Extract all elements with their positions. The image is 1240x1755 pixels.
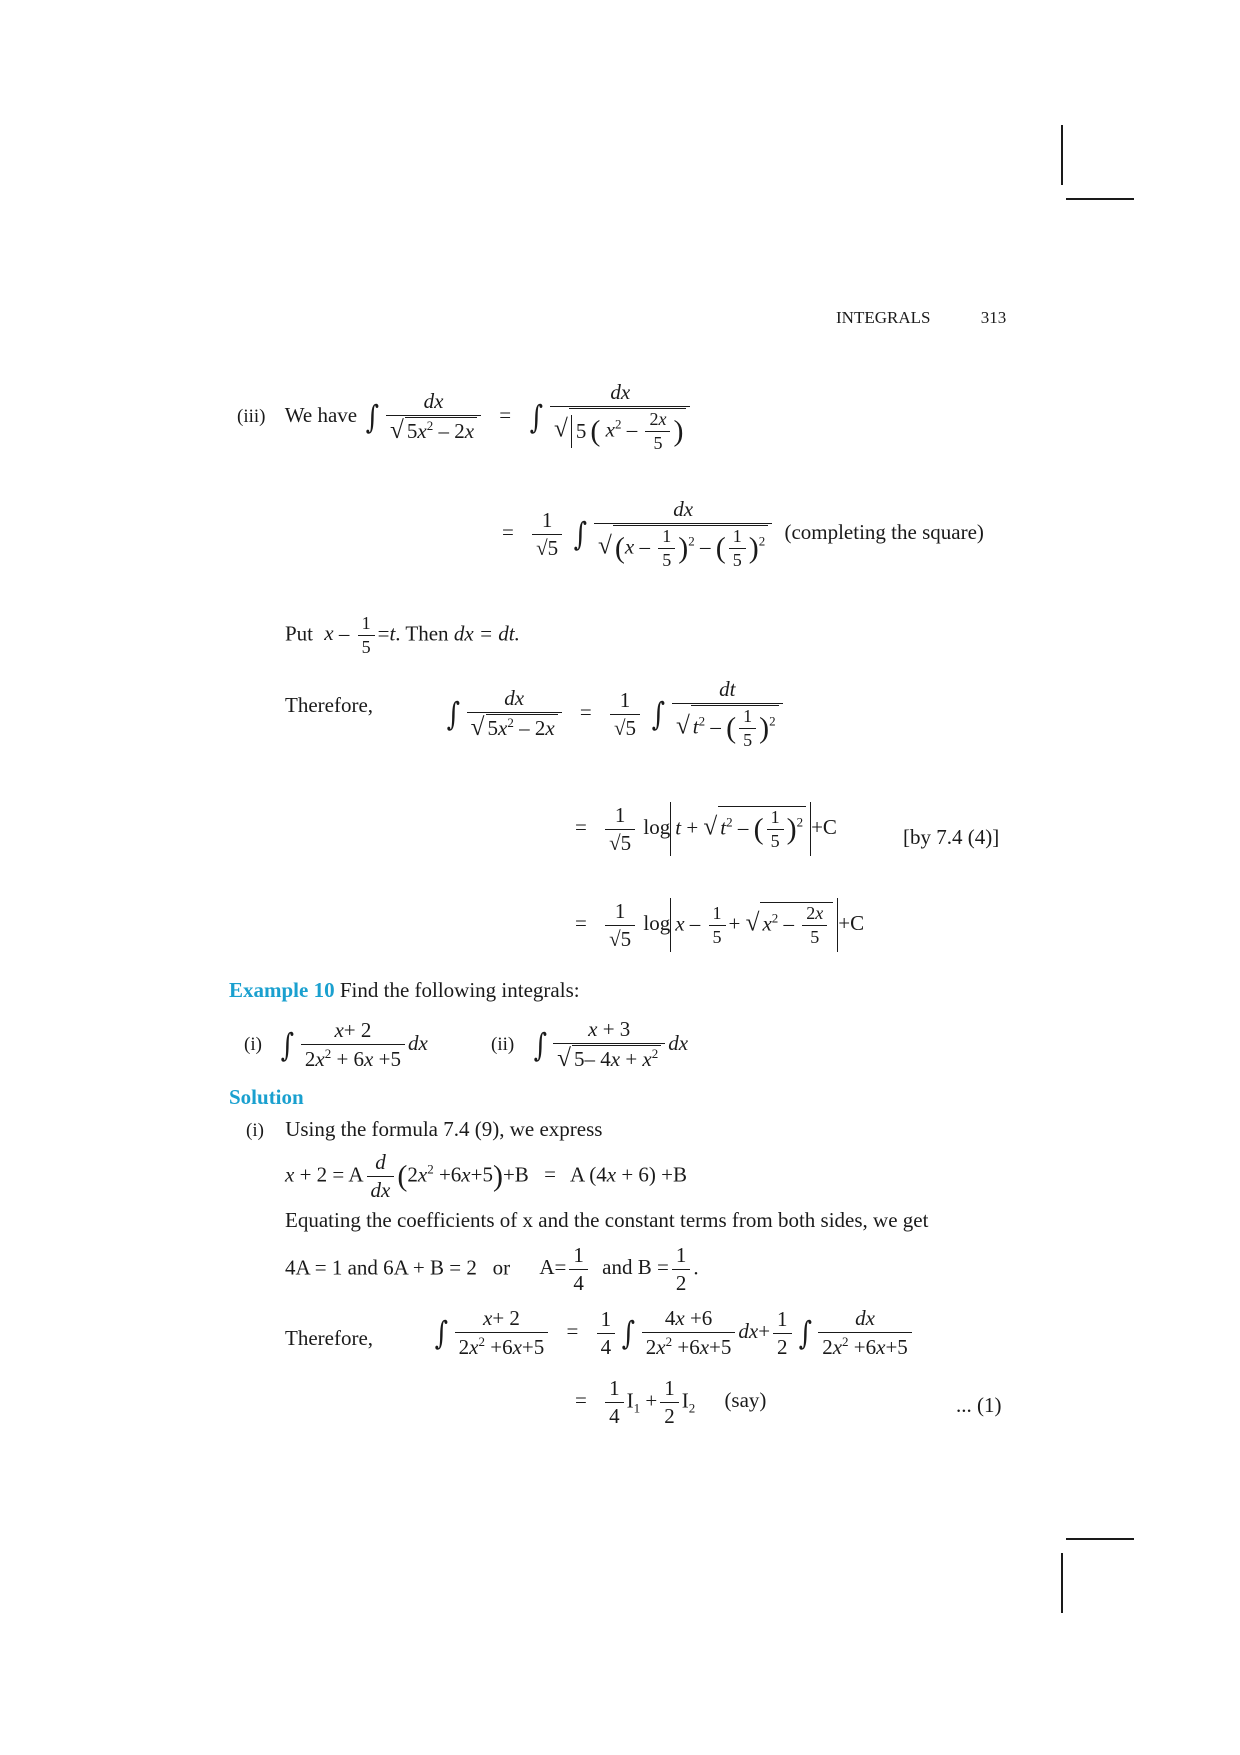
- equation-fraction: $\frac{1}{2}$: [672, 1243, 691, 1296]
- completing-note: (completing the square): [784, 519, 984, 544]
- example-label: Example 10: [229, 978, 335, 1002]
- split-result-line: = $\frac{1}{4}$ $I_1$ + $\frac{1}{2}$ $I_2$ (say): [575, 1376, 767, 1428]
- solution-line-1: [246, 1117, 602, 1142]
- equation-fraction: $\frac{1}{√5}$: [532, 508, 562, 561]
- put-text: Put: [285, 621, 314, 646]
- then-text: . Then: [395, 621, 449, 646]
- equation-fraction: $\frac{1}{4}$: [569, 1243, 588, 1296]
- example-integrals: (i) ∫ $\frac{x+ 2}{2x^2 + 6x +5}$ dx (ii) ∫ $\frac{x + 3}{√ 5- 4x + x^2}$ dx: [244, 1017, 689, 1072]
- integral-sign: ∫: [533, 1026, 547, 1064]
- express-equation: x + 2 = A $\frac{d}{dx}$ $(2x^2 +6x+5)+B = A$ (4x + 6) +B: [285, 1150, 688, 1202]
- therefore-equation-1: ∫ $\frac{dx}{√ 5x^2 - 2x}$ = $\frac{1}{√5}$ ∫ dt √ $t^2$ – ( $\frac{1}{5}$ )$^2$: [443, 677, 786, 751]
- equation-fraction: $\frac{1}{4}$: [605, 1376, 624, 1429]
- example-sub-ii: (ii): [491, 1033, 515, 1055]
- equation-fraction: $\frac{dx}{√ 5x^2 - 2x}$: [467, 686, 562, 742]
- equation-fraction: dx √ (x – $\frac{1}{5}$ )$^2$ – ( $\frac{1}{5}$ )$^2$: [594, 497, 772, 571]
- coefficient-line: 4A = 1 and 6A + B = 2 or A= $\frac{1}{4}$ and B = $\frac{1}{2}$ .: [285, 1243, 699, 1295]
- reference-note: [by 7.4 (4)]: [903, 825, 1000, 849]
- crop-mark-top-vertical: [1061, 125, 1063, 185]
- equation-fraction: $\frac{1}{2}$: [773, 1307, 792, 1360]
- equation-fraction: $\frac{1}{2}$: [660, 1376, 679, 1429]
- solution-item-label: (i): [246, 1120, 264, 1141]
- integral-sign: ∫: [366, 398, 380, 436]
- crop-mark-top-horizontal: [1066, 198, 1134, 200]
- completing-square-line: = $\frac{1}{√5}$ ∫ dx √ (x – $\frac{1}{5}$ )$^2$ – ( $\frac{1}{5}$ )$^2$ (completing the square): [502, 497, 984, 570]
- part-iii-line-1: (iii) We have ∫ $\frac{dx}{√ 5x^2 - 2x}$ = ∫ dx √ 5 ( $x^2$ – $\frac{2x}{5}$ ): [237, 380, 693, 454]
- running-header: [836, 308, 1006, 328]
- example-text: Find the following integrals:: [339, 978, 580, 1002]
- part-iii-lead: We have: [284, 402, 358, 427]
- equation-fraction: $\frac{x + 3}{√ 5- 4x + x^2}$: [553, 1017, 665, 1073]
- integral-sign: ∫: [434, 1314, 449, 1352]
- equation-fraction: $\frac{dx}{√ 5x^2 - 2x}$: [386, 389, 481, 445]
- say-text: (say): [724, 1388, 767, 1413]
- absolute-value: x – $\frac{1}{5}$ + √ $x^2$ – $\frac{2x}{5}$: [670, 898, 838, 952]
- integral-sign: ∫: [621, 1314, 636, 1352]
- log-line-1: = $\frac{1}{√5}$ log t + √ $t^2$ – ( $\frac{1}{5}$ )$^2$ +C: [575, 802, 837, 855]
- equation-fraction: $\frac{d}{dx}$: [367, 1150, 395, 1203]
- integral-sign: ∫: [280, 1026, 295, 1064]
- solution-heading: Solution: [229, 1085, 304, 1109]
- equation-fraction: $\frac{1}{5}$: [358, 613, 375, 658]
- example-sub-i: (i): [244, 1033, 262, 1055]
- coefficient-text: 4A = 1 and 6A + B = 2 or: [285, 1255, 511, 1280]
- equation-fraction: $\frac{1}{√5}$: [610, 688, 640, 741]
- equating-text: Equating the coefficients of x and the constant terms from both sides, we get: [285, 1208, 929, 1232]
- substitution-line: Put x – $\frac{1}{5}$ =t. Then dx = dt.: [285, 613, 520, 657]
- integral-sign: ∫: [530, 398, 544, 436]
- then-equation: dx = dt.: [453, 621, 520, 646]
- integral-sign: ∫: [798, 1314, 812, 1352]
- equation-fraction: dx √ 5 ( $x^2$ – $\frac{2x}{5}$ ): [550, 380, 690, 454]
- equation-fraction: $\frac{1}{4}$: [597, 1307, 616, 1360]
- equation-fraction: $\frac{x+ 2}{2x^2 +6x+5}$: [455, 1306, 549, 1360]
- equation-number: ... (1): [956, 1393, 1002, 1417]
- integral-sign: ∫: [446, 695, 461, 733]
- part-iii-label: (iii): [237, 405, 266, 427]
- equation-fraction: $\frac{x+ 2}{2x^2 + 6x +5}$: [301, 1018, 405, 1072]
- formula-text: Using the formula 7.4 (9), we express: [285, 1117, 603, 1141]
- crop-mark-bottom-horizontal: [1066, 1538, 1134, 1540]
- therefore-text-1: Therefore,: [285, 693, 374, 717]
- equation-fraction: dt √ $t^2$ – ( $\frac{1}{5}$ )$^2$: [672, 677, 783, 751]
- log-line-2: = $\frac{1}{√5}$ log x – $\frac{1}{5}$ + √ $x^2$ – $\frac{2x}{5}$ +C: [575, 898, 865, 951]
- equation-fraction: $\frac{dx}{2x^2 +6x+5}$: [818, 1306, 912, 1360]
- header-title: INTEGRALS: [836, 308, 931, 327]
- and-b-text: and B =: [602, 1255, 669, 1280]
- example-heading: [229, 978, 580, 1003]
- integral-sign: ∫: [651, 695, 666, 733]
- equation-fraction: $\frac{1}{√5}$: [605, 803, 635, 856]
- therefore-text-2: Therefore,: [285, 1326, 374, 1350]
- crop-mark-bottom-vertical: [1061, 1553, 1063, 1613]
- absolute-value: t + √ $t^2$ – ( $\frac{1}{5}$ )$^2$: [670, 802, 811, 856]
- equation-fraction: $\frac{4x +6}{2x^2 +6x+5}$: [642, 1306, 736, 1360]
- page-number: 313: [980, 308, 1007, 327]
- therefore-equation-2: ∫ $\frac{x+ 2}{2x^2 +6x+5}$ = $\frac{1}{4}$ ∫ $\frac{4x +6}{2x^2 +6x+5}$ dx+ $\frac{1}{2}$ ∫ $\frac{dx}{2x^2 +6x+5}$: [431, 1306, 915, 1360]
- equation-fraction: $\frac{1}{√5}$: [605, 899, 635, 952]
- integral-sign: ∫: [574, 515, 588, 553]
